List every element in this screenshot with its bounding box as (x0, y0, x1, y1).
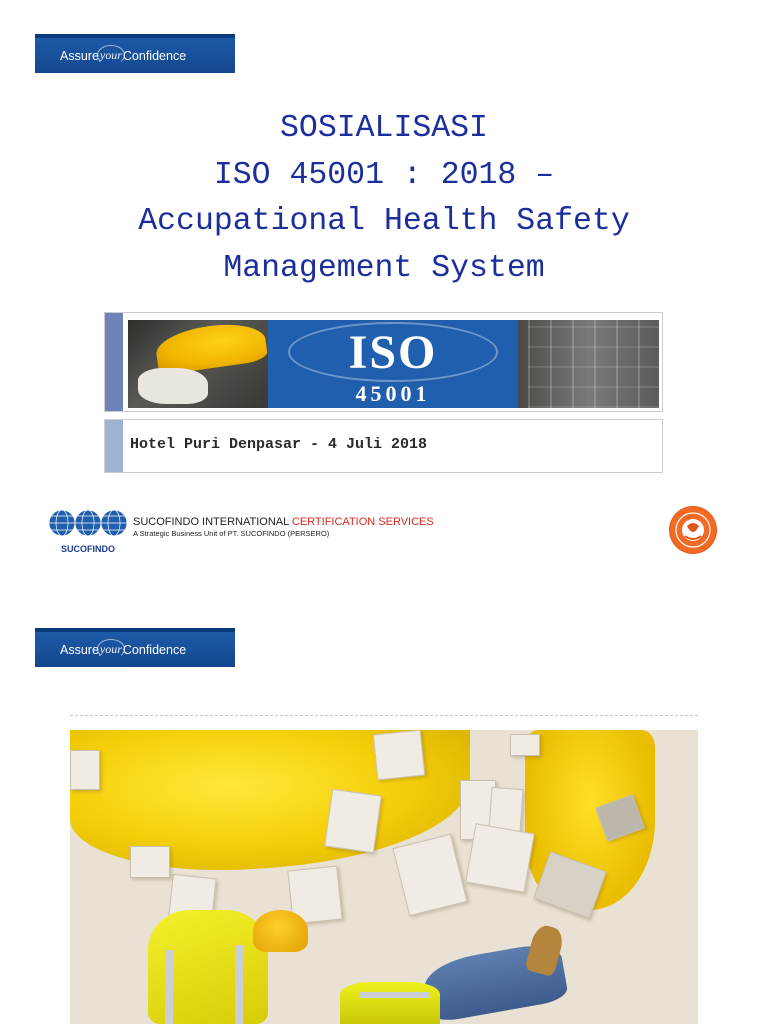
iso-45001-image (128, 320, 659, 408)
subtitle-accent-bar (105, 420, 123, 472)
iso-logo-number: 45001 (355, 381, 431, 406)
iso-logo-word: ISO (348, 326, 438, 379)
title-line-1: SOSIALISASI (280, 111, 488, 146)
slide-title (0, 106, 768, 292)
concrete-block (324, 789, 382, 853)
reflective-stripe (235, 945, 243, 1024)
concrete-block (392, 834, 467, 916)
company-name-line (133, 516, 434, 528)
assure-confidence-banner (35, 34, 235, 73)
company-tagline: A Strategic Business Unit of PT. SUCOFINDO (PERSERO) (133, 529, 330, 538)
scaffold-grid (528, 320, 659, 408)
reflective-stripe (360, 992, 430, 998)
assure-confidence-banner-2 (35, 628, 235, 667)
certification-services: CERTIFICATION SERVICES (291, 516, 434, 528)
title-line-2: ISO 45001 : 2018 – (213, 157, 555, 193)
accident-photo (70, 730, 698, 1024)
banner-assure-2: Assure (60, 642, 99, 657)
concrete-block (373, 730, 426, 780)
iso-hero-panel (104, 312, 663, 412)
banner-confidence: Confidence (122, 48, 187, 63)
slide-divider (70, 715, 698, 716)
banner-confidence-2: Confidence (122, 642, 187, 657)
company-info (133, 516, 434, 538)
banner-assure: Assure (60, 48, 99, 63)
banner-your: your (99, 48, 122, 62)
concrete-block (465, 823, 535, 893)
concrete-block (510, 734, 540, 756)
concrete-block (70, 750, 100, 790)
event-subtitle: Hotel Puri Denpasar - 4 Juli 2018 (130, 436, 428, 453)
subtitle-panel (104, 419, 663, 473)
injured-worker-vest (340, 982, 440, 1024)
glove-icon (138, 368, 208, 404)
banner-your-2: your (99, 642, 122, 656)
title-line-3: Accupational Health Safety (138, 204, 630, 239)
hero-accent-bar (105, 313, 123, 411)
sucofindo-logo (48, 505, 128, 555)
reflective-stripe (165, 950, 173, 1024)
sucofindo-seal-icon (669, 506, 717, 554)
concrete-block (130, 846, 170, 878)
sucofindo-logo-text: SUCOFINDO (61, 544, 115, 554)
company-name: SUCOFINDO INTERNATIONAL (133, 516, 292, 528)
yellow-helmet-icon (253, 910, 308, 952)
title-line-4: Management System (223, 250, 545, 286)
